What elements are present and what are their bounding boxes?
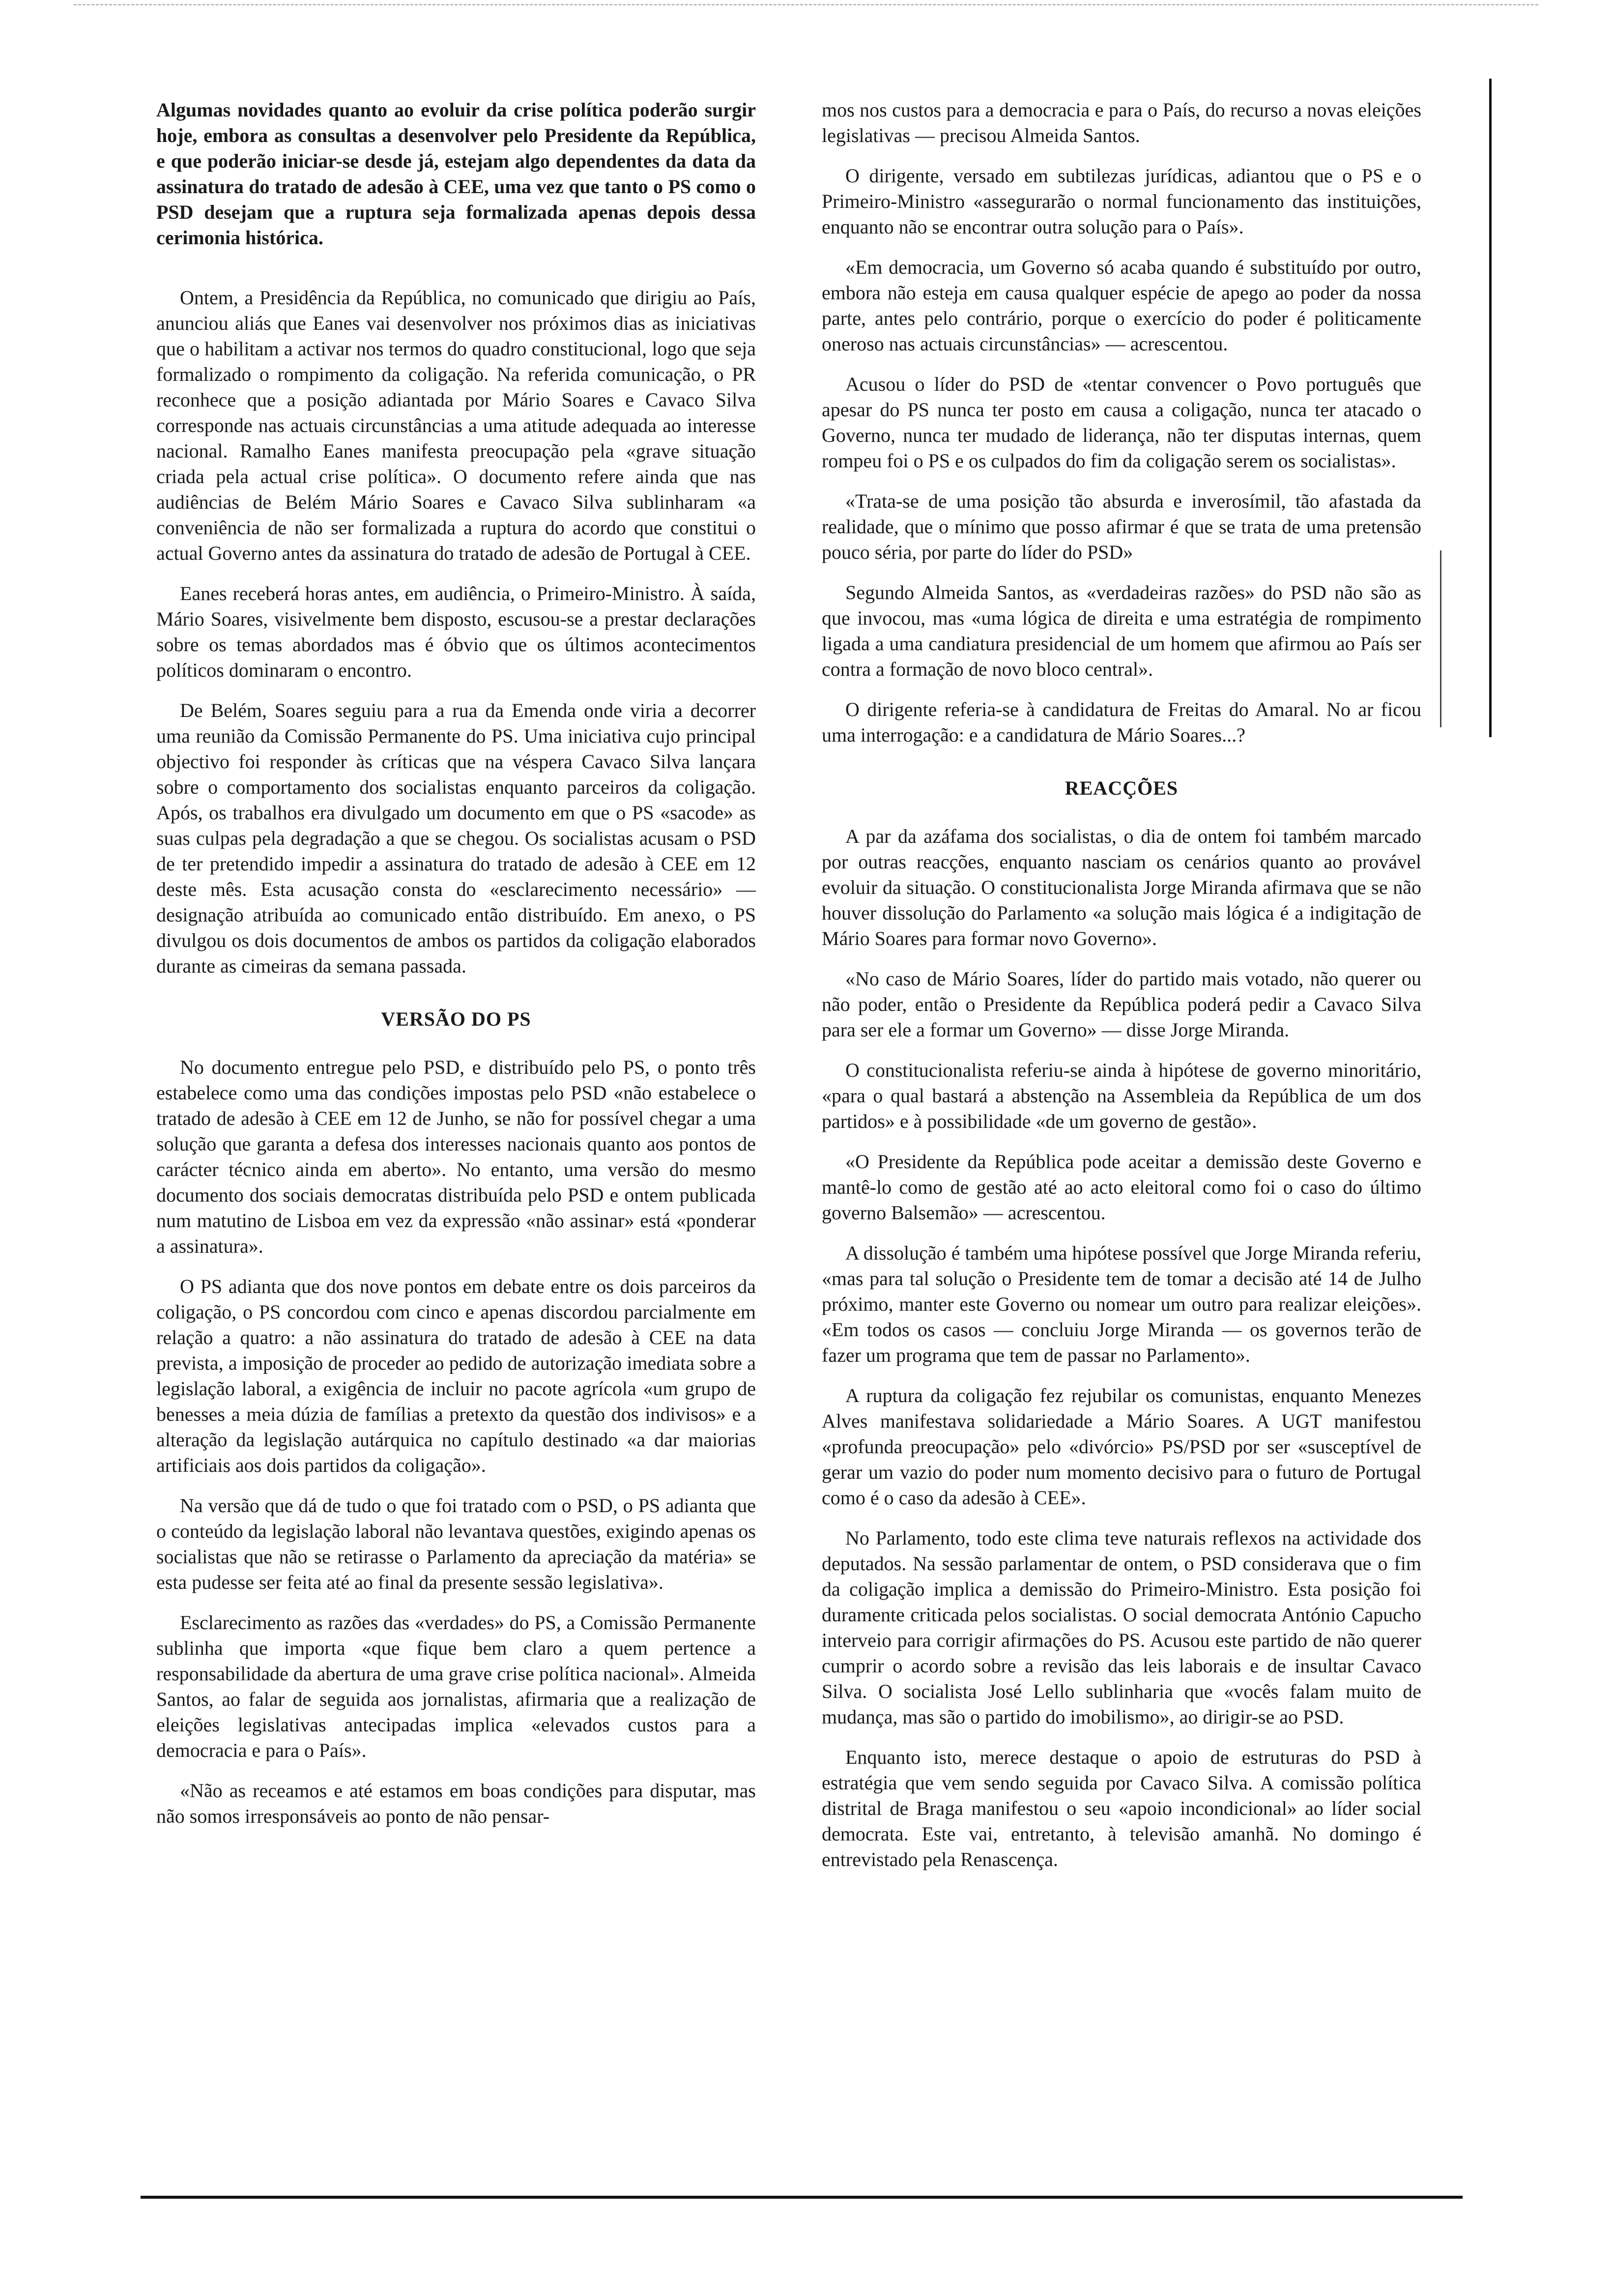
section-heading-reaccoes: REACÇÕES [1065,777,1179,799]
section-heading-versao-do-ps: VERSÃO DO PS [381,1008,531,1030]
continued-paragraph: mos nos custos para a democracia e para o País, do recurso a novas eleições legislativas — precisou Almeida Santos. [822,99,1421,146]
body-paragraph: De Belém, Soares seguiu para a rua da Emenda onde viria a decorrer uma reunião da Comissão Permanente do PS. Uma iniciativa cujo principal objectivo foi responder às críticas que na véspera Cavaco Silva lançara sobre o comportamento dos socialistas enquanto parceiros da coligação. Após, os trabalhos era divulgado um documento em que o PS «sacode» as suas culpas pela degradação a que se chegou. Os socialistas acusam o PSD de ter pretendido impedir a assinatura do tratado de adesão à CEE em 12 deste mês. Esta acusação consta do «esclarecimento necessário» — designação atribuída ao comunicado então distribuído. Em anexo, o PS divulgou os dois documentos de ambos os partidos da coligação elaborados durante as cimeiras da semana passada. [156,699,756,977]
lead-paragraph: Algumas novidades quanto ao evoluir da crise política poderão surgir hoje, embora as consultas a desenvolver pelo Presidente da República, e que poderão iniciar-se desde já, estejam algo dependentes da data da assinatura do tratado de adesão à CEE, uma vez que tanto o PS como o PSD desejam que a ruptura seja formalizada apenas depois dessa cerimonia histórica. [156,99,756,249]
bottom-rule [141,2196,1463,2199]
left-column [156,97,756,1844]
body-paragraph: Enquanto isto, merece destaque o apoio de estruturas do PSD à estratégia que vem sendo seguida por Cavaco Silva. A comissão política distrital de Braga manifestou o seu «apoio incondicional» ao líder social democrata. Este vai, entretanto, à televisão amanhã. No domingo é entrevistado pela Renascença. [822,1746,1421,1870]
body-paragraph: Acusou o líder do PSD de «tentar convencer o Povo português que apesar do PS nunca ter posto em causa a coligação, nunca ter atacado o Governo, nunca ter mudado de liderança, não ter disputas internas, quem rompeu foi o PS e os culpados do fim da coligação serem os socialistas». [822,373,1421,472]
body-paragraph: O dirigente referia-se à candidatura de Freitas do Amaral. No ar ficou uma interrogação: e a candidatura de Mário Soares...? [822,698,1421,746]
margin-marker-line [1489,79,1492,737]
body-paragraph: Segundo Almeida Santos, as «verdadeiras razões» do PSD não são as que invocou, mas «uma lógica de direita e uma estratégia de rompimento ligada a uma candiatura presidencial de um homem que afirmou ao País ser contra a formação de novo bloco central». [822,581,1421,680]
body-paragraph: A par da azáfama dos socialistas, o dia de ontem foi também marcado por outras reacções, enquanto nasciam os cenários quanto ao provável evoluir da situação. O constitucionalista Jorge Miranda afirmava que se não houver dissolução do Parlamento «a solução mais lógica é a indigitação de Mário Soares para formar novo Governo». [822,825,1421,949]
body-paragraph: «Não as receamos e até estamos em boas condições para disputar, mas não somos irresponsáveis ao ponto de não pensar- [156,1779,756,1827]
body-paragraph: A dissolução é também uma hipótese possível que Jorge Miranda referiu, «mas para tal solução o Presidente tem de tomar a decisão até 14 de Julho próximo, manter este Governo ou nomear um outro para realizar eleições». «Em todos os casos — concluiu Jorge Miranda — os governos terão de fazer um programa que tem de passar no Parlamento». [822,1242,1421,1366]
body-paragraph: Na versão que dá de tudo o que foi tratado com o PSD, o PS adianta que o conteúdo da legislação laboral não levantava questões, exigindo apenas os socialistas que não se retirasse o Parlamento da apreciação da matéria» se esta pudesse ser feita até ao final da presente sessão legislativa». [156,1494,756,1593]
right-column [822,97,1421,1887]
body-paragraph: «Trata-se de uma posição tão absurda e inverosímil, tão afastada da realidade, que o mínimo que posso afirmar é que se trata de uma pretensão pouco séria, por parte do líder do PSD» [822,490,1421,563]
top-edge-rule [74,4,1538,5]
body-paragraph: Eanes receberá horas antes, em audiência, o Primeiro-Ministro. À saída, Mário Soares, visivelmente bem disposto, escusou-se a prestar declarações sobre os temas abordados mas é óbvio que os últimos acontecimentos políticos dominaram o encontro. [156,582,756,681]
body-paragraph: O constitucionalista referiu-se ainda à hipótese de governo minoritário, «para o qual bastará a abstenção na Assembleia da República de um dos partidos» e à possibilidade «de um governo de gestão». [822,1059,1421,1132]
body-paragraph: No Parlamento, todo este clima teve naturais reflexos na actividade dos deputados. Na sessão parlamentar de ontem, o PSD considerava que o fim da coligação implica a demissão do Primeiro-Ministro. Esta posição foi duramente criticada pelos socialistas. O social democrata António Capucho interveio para corrigir afirmações do PS. Acusou este partido de não querer cumprir o acordo sobre a revisão das leis laborais e de insultar Cavaco Silva. O socialista José Lello sublinharia que «vocês falam muito de mudança, mas são o partido do imobilismo», ao dirigir-se ao PSD. [822,1527,1421,1728]
body-paragraph: O dirigente, versado em subtilezas jurídicas, adiantou que o PS e o Primeiro-Ministro «assegurarão o normal funcionamento das instituições, enquanto não se encontrar outra solução para o País». [822,165,1421,238]
body-paragraph: «Em democracia, um Governo só acaba quando é substituído por outro, embora não esteja em causa qualquer espécie de apego ao poder da nossa parte, antes pelo contrário, porque o exercício do poder é politicamente oneroso nas actuais circunstâncias» — acrescentou. [822,256,1421,355]
body-paragraph: Ontem, a Presidência da República, no comunicado que dirigiu ao País, anunciou aliás que Eanes vai desenvolver nos próximos dias as iniciativas que o habilitam a activar nos termos do quadro constitucional, logo que seja formalizado o rompimento da coligação. Na referida comunicação, o PR reconhece que a posição adiantada por Mário Soares e Cavaco Silva corresponde nas actuais circunstâncias a uma atitude adequada ao interesse nacional. Ramalho Eanes manifesta preocupação pela «grave situação criada pela actual crise política». O documento refere ainda que nas audiências de Belém Mário Soares e Cavaco Silva sublinharam «a conveniência de não ser formalizada a ruptura do acordo que constitui o actual Governo antes da assinatura do tratado de adesão de Portugal à CEE. [156,287,756,564]
body-paragraph: A ruptura da coligação fez rejubilar os comunistas, enquanto Menezes Alves manifestava solidariedade a Mário Soares. A UGT manifestou «profunda preocupação» pelo «divórcio» PS/PSD por ser «susceptível de gerar um vazio do poder num momento decisivo para o futuro de Portugal como é o caso da adesão à CEE». [822,1384,1421,1509]
body-paragraph: Esclarecimento as razões das «verdades» do PS, a Comissão Permanente sublinha que importa «que fique bem claro a quem pertence a responsabilidade da abertura de uma grave crise política nacional». Almeida Santos, ao falar de seguida aos jornalistas, afirmaria que a realização de eleições legislativas antecipadas implica «elevados custos para a democracia e para o País». [156,1611,756,1761]
body-paragraph: «O Presidente da República pode aceitar a demissão deste Governo e mantê-lo como de gestão até ao acto eleitoral como foi o caso do último governo Balsemão» — acrescentou. [822,1150,1421,1224]
margin-marker-line-short [1440,550,1441,727]
body-paragraph: «No caso de Mário Soares, líder do partido mais votado, não querer ou não poder, então o Presidente da República poderá pedir a Cavaco Silva para ser ele a formar um Governo» — disse Jorge Miranda. [822,968,1421,1041]
body-paragraph: O PS adianta que dos nove pontos em debate entre os dois parceiros da coligação, o PS concordou com cinco e apenas discordou parcialmente em relação a quatro: a não assinatura do tratado de adesão à CEE na data prevista, a imposição de proceder ao pedido de autorização imediata sobre a legislação laboral, a exigência de incluir no pacote agrícola «um grupo de benesses a meia dúzia de famílias a pretexto da questão dos indivisos» e a alteração da legislação autárquica no capítulo destinado «a dar maiorias artificiais aos dois partidos da coligação». [156,1275,756,1476]
body-paragraph: No documento entregue pelo PSD, e distribuído pelo PS, o ponto três estabelece como uma das condições impostas pelo PSD «não estabelece o tratado de adesão à CEE em 12 de Junho, se não for possível chegar a uma solução que garanta a defesa dos interesses nacionais quanto aos pontos de carácter técnico ainda em aberto». No entanto, uma versão do mesmo documento dos sociais democratas distribuída pelo PSD e ontem publicada num matutino de Lisboa em vez da expressão «não assinar» está «ponderar a assinatura». [156,1056,756,1257]
